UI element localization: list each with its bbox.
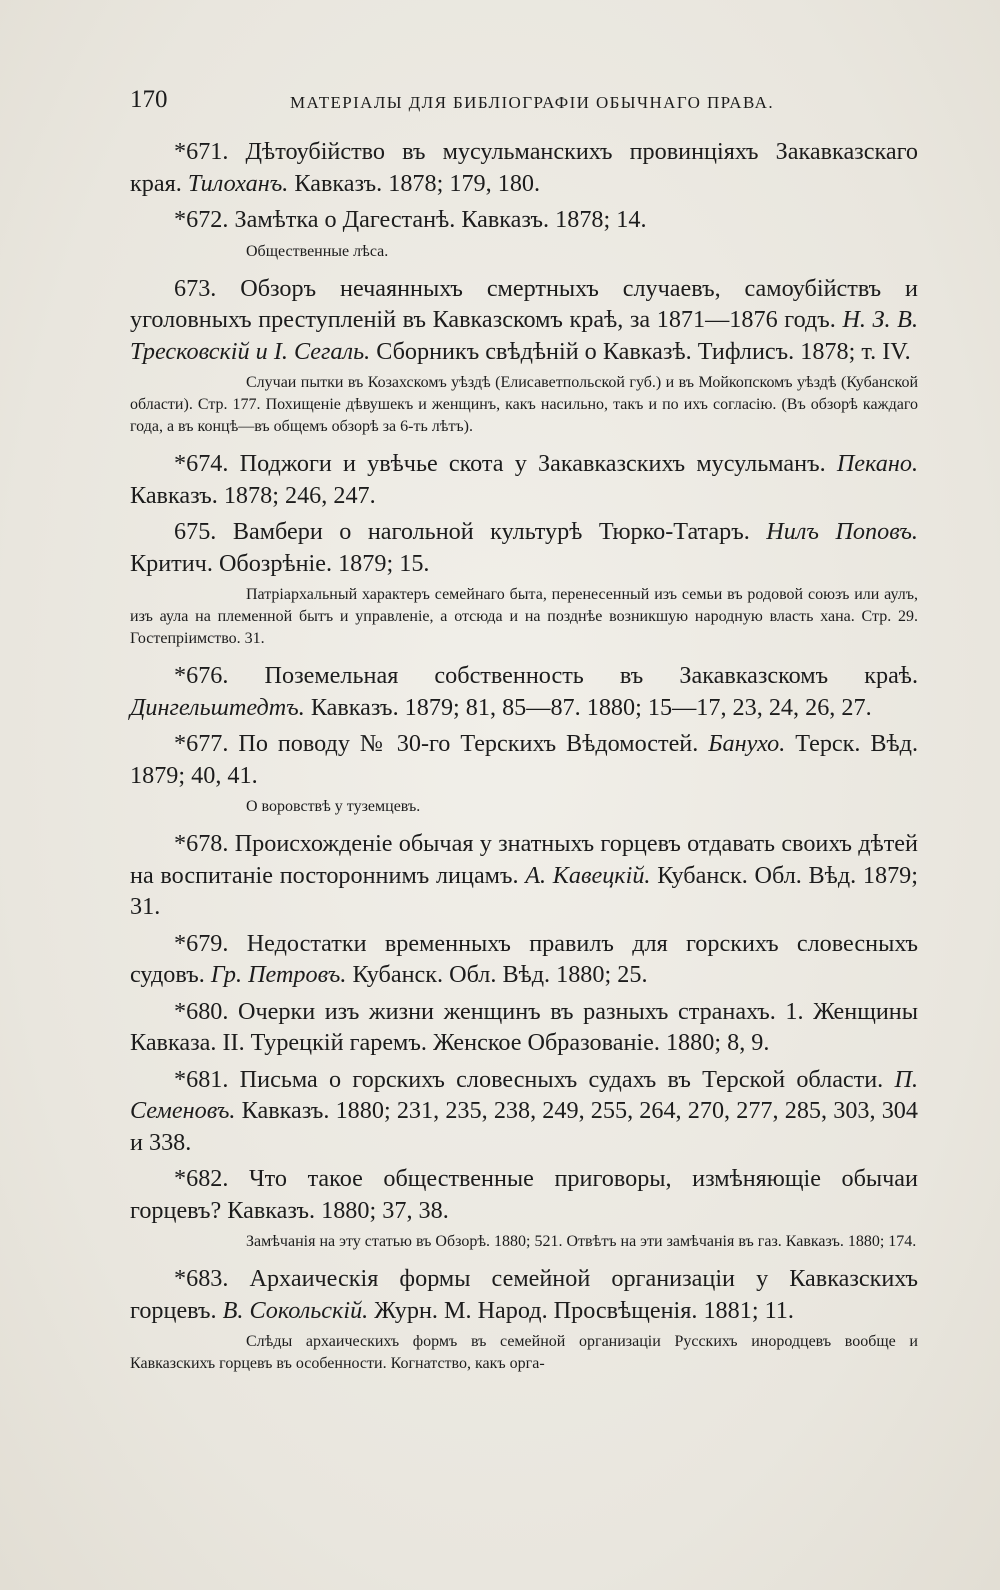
bibliography-entry bbox=[130, 660, 918, 723]
bibliography-entry bbox=[130, 136, 918, 199]
bibliography-entry bbox=[130, 1263, 918, 1326]
bibliography-entry bbox=[130, 928, 918, 991]
entry-text: Замѣчанія на эту статью въ Обзорѣ. 1880; 521. Отвѣтъ на эти замѣчанія въ газ. Кавказъ. 1880; 174. bbox=[246, 1233, 917, 1250]
entry-text: *676. Поземельная собственность въ Закавказскомъ краѣ. bbox=[174, 662, 918, 689]
entry-text: *671. Дѣтоубійство въ мусульманскихъ провинціяхъ Закавказскаго края. bbox=[130, 138, 918, 197]
entry-text: *682. Что такое общественные приговоры, измѣняющіе обычаи горцевъ? Кавказъ. 1880; 37, 38. bbox=[130, 1165, 918, 1224]
entry-text: *674. Поджоги и увѣчье скота у Закавказскихъ мусульманъ. bbox=[174, 450, 837, 477]
entry-text: *678. Происхожденіе обычая у знатныхъ горцевъ отдавать своихъ дѣтей на воспитаніе постороннимъ лицамъ. bbox=[130, 830, 918, 889]
entry-text: О воровствѣ у туземцевъ. bbox=[246, 798, 421, 815]
running-title: МАТЕРІАЛЫ ДЛЯ БИБЛІОГРАФІИ ОБЫЧНАГО ПРАВА. bbox=[290, 93, 774, 112]
author-name: А. Кавецкій. bbox=[525, 861, 651, 889]
entry-text: Критич. Обозрѣніе. 1879; 15. bbox=[130, 549, 430, 577]
entry-text: Кубанск. Обл. Вѣд. 1880; 25. bbox=[346, 961, 648, 988]
entry-text: Кавказъ. 1878; 179, 180. bbox=[288, 169, 541, 197]
entry-annotation bbox=[130, 1331, 918, 1375]
bibliography-entry bbox=[130, 204, 918, 236]
bibliography-entry bbox=[130, 828, 918, 923]
entry-text: Кавказъ. 1879; 81, 85—87. 1880; 15—17, 23, 24, 26, 27. bbox=[304, 693, 872, 721]
page-body bbox=[130, 136, 918, 1385]
author-name: Пекано. bbox=[836, 450, 918, 477]
bibliography-entry bbox=[130, 516, 918, 579]
entry-text: Кавказъ. 1878; 246, 247. bbox=[130, 481, 376, 509]
entry-text: *681. Письма о горскихъ словесныхъ судахъ въ Терской области. bbox=[174, 1065, 895, 1093]
entry-text: Случаи пытки въ Козахскомъ уѣздѣ (Елисаветпольской губ.) и въ Мойкопскомъ уѣздѣ (Кубанской области). Стр. 177. Похищеніе дѣвушекъ и женщинъ, какъ насильно, такъ и по ихъ согласію. (Въ обзорѣ каждаго года, а въ концѣ—въ общемъ обзорѣ за 6-ть лѣтъ). bbox=[130, 374, 918, 435]
author-name: Дингельштедтъ. bbox=[130, 693, 305, 721]
entry-text: *677. По поводу № 30-го Терскихъ Вѣдомостей. bbox=[174, 730, 709, 757]
bibliography-entry bbox=[130, 996, 918, 1059]
entry-text: Кубанск. Обл. Вѣд. 1879; 31. bbox=[130, 861, 918, 920]
bibliography-entry bbox=[130, 273, 918, 368]
author-name: Тилоханъ. bbox=[187, 169, 289, 197]
bibliography-entry bbox=[130, 448, 918, 511]
author-name: П. Семеновъ. bbox=[130, 1065, 918, 1124]
entry-annotation bbox=[130, 241, 918, 263]
entry-text: Терск. Вѣд. 1879; 40, 41. bbox=[130, 730, 918, 789]
author-name: Банухо. bbox=[708, 730, 786, 757]
entry-text: Патріархальный характеръ семейнаго быта, перенесенный изъ семьи въ родовой союзъ или аулъ, изъ аула на племенной бытъ и управленіе, а отсюда и на позднѣе возникшую народную власть хана. Стр. 29. Гостепріимство. 31. bbox=[130, 586, 918, 647]
bibliography-entry bbox=[130, 1064, 918, 1159]
entry-annotation bbox=[130, 372, 918, 438]
author-name: Гр. Петровъ. bbox=[210, 961, 347, 988]
entry-text: 673. Обзоръ нечаянныхъ смертныхъ случаевъ, самоубійствъ и уголовныхъ преступленій въ Кавказскомъ краѣ, за 1871—1876 годъ. bbox=[130, 274, 918, 333]
page-number: 170 bbox=[130, 86, 168, 113]
entry-text: Слѣды архаическихъ формъ въ семейной организаціи Русскихъ инородцевъ вообще и Кавказскихъ горцевъ въ особенности. Когнатство, какъ орга- bbox=[130, 1333, 918, 1372]
entry-text: 675. Вамбери о нагольной культурѣ Тюрко-Татаръ. bbox=[174, 518, 767, 545]
entry-text: Кавказъ. 1880; 231, 235, 238, 249, 255, 264, 270, 277, 285, 303, 304 и 338. bbox=[130, 1097, 918, 1156]
entry-text: *672. Замѣтка о Дагестанѣ. Кавказъ. 1878; 14. bbox=[174, 206, 647, 233]
author-name: Нилъ Поповъ. bbox=[766, 518, 918, 545]
entry-text: Общественные лѣса. bbox=[246, 242, 389, 260]
entry-text: Сборникъ свѣдѣній о Кавказѣ. Тифлисъ. 1878; т. IV. bbox=[370, 337, 911, 365]
bibliography-entry bbox=[130, 728, 918, 791]
entry-text: *680. Очерки изъ жизни женщинъ въ разныхъ странахъ. 1. Женщины Кавказа. II. Турецкій гаремъ. Женское Образованіе. 1880; 8, 9. bbox=[130, 997, 918, 1056]
entry-annotation bbox=[130, 1231, 918, 1253]
entry-annotation bbox=[130, 796, 918, 818]
entry-text: *683. Архаическія формы семейной организаціи у Кавказскихъ горцевъ. bbox=[130, 1265, 918, 1324]
entry-text: Журн. М. Народ. Просвѣщенія. 1881; 11. bbox=[368, 1296, 794, 1324]
entry-annotation bbox=[130, 584, 918, 650]
author-name: В. Сокольскій. bbox=[222, 1296, 369, 1324]
entry-text: *679. Недостатки временныхъ правилъ для горскихъ словесныхъ судовъ. bbox=[130, 929, 918, 988]
bibliography-entry bbox=[130, 1163, 918, 1226]
author-name: Н. З. В. Тресковскій и І. Сегаль. bbox=[130, 306, 918, 365]
